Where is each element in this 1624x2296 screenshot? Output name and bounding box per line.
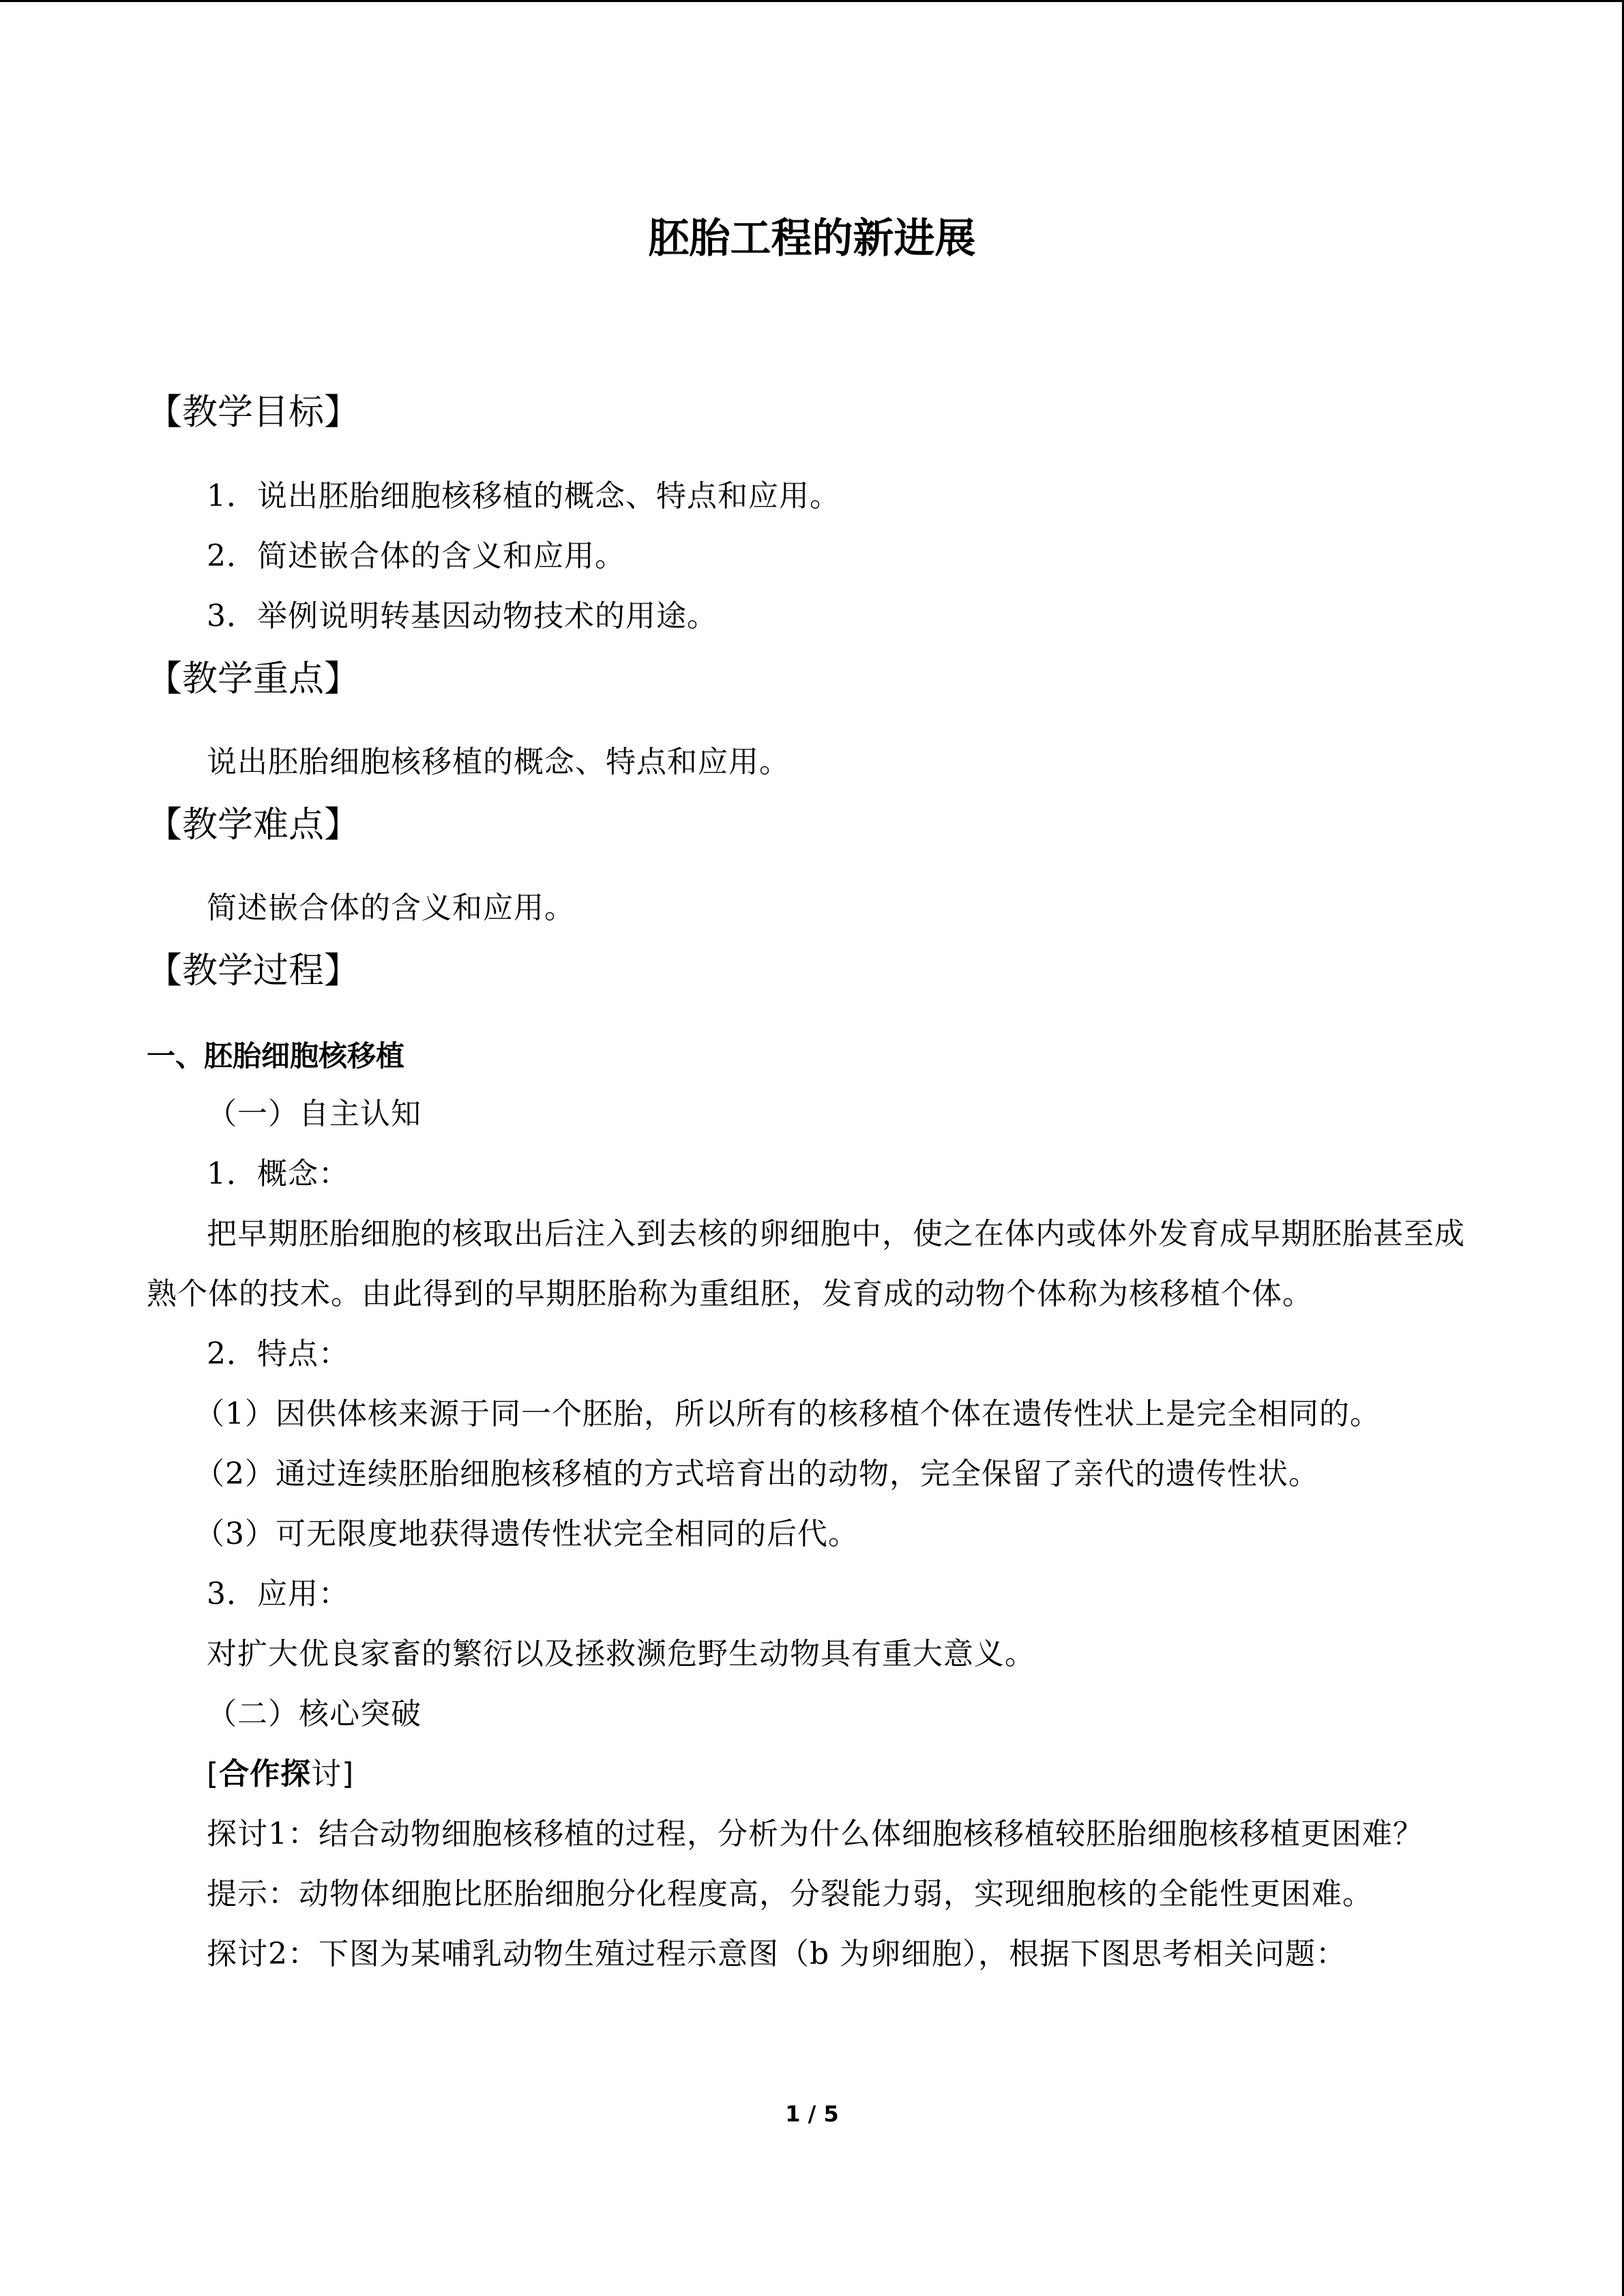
- cooperate-rest: 讨]: [311, 1757, 355, 1791]
- part1-heading-block: [147, 1036, 1470, 1077]
- difficulties-body: [147, 878, 1470, 938]
- feature-item: （3）可无限度地获得遗传性状完全相同的后代。: [194, 1517, 859, 1551]
- concept-text: 把早期胚胎细胞的核取出后注入到去核的卵细胞中，使之在体内或体外发育成早期胚胎甚至成熟个体的技术。由此得到的早期胚胎称为重组胚，发育成的动物个体称为核移植个体。: [147, 1217, 1465, 1311]
- objectives-section: [147, 389, 1470, 436]
- discussion-1: 探讨1：结合动物细胞核移植的过程，分析为什么体细胞核移植较胚胎细胞核移植更困难？: [207, 1817, 1423, 1851]
- difficulties-section: [147, 801, 1470, 849]
- feature-item: （1）因供体核来源于同一个胚胎，所以所有的核移植个体在遗传性状上是完全相同的。: [194, 1397, 1381, 1431]
- key-points-body: [147, 732, 1470, 792]
- hint-1: 提示：动物体细胞比胚胎细胞分化程度高，分裂能力弱，实现细胞核的全能性更困难。: [207, 1877, 1373, 1911]
- key-points-heading: 【教学重点】: [147, 659, 360, 700]
- cooperate-label: [147, 1744, 1470, 1804]
- discussion-2: 探讨2：下图为某哺乳动物生殖过程示意图（b 为卵细胞），根据下图思考相关问题：: [207, 1937, 1347, 1971]
- subsection-label: （二）核心突破: [207, 1697, 422, 1731]
- part1-body: [147, 1084, 1470, 1984]
- difficulties-text: 简述嵌合体的含义和应用。: [207, 891, 575, 925]
- features-label: 2．特点：: [207, 1337, 349, 1371]
- cooperate-bold: 合作探: [219, 1757, 312, 1791]
- difficulties-heading: 【教学难点】: [147, 805, 360, 846]
- objective-item: 3．举例说明转基因动物技术的用途。: [207, 599, 718, 633]
- page-number: 1 / 5: [785, 2101, 839, 2127]
- objectives-list: [147, 466, 1470, 646]
- part1-heading: 一、胚胎细胞核移植: [147, 1039, 405, 1073]
- page-border-top: [0, 0, 1624, 2]
- objective-item: 1．说出胚胎细胞核移植的概念、特点和应用。: [207, 479, 840, 513]
- key-points-text: 说出胚胎细胞核移植的概念、特点和应用。: [207, 745, 790, 779]
- document-title: 胚胎工程的新进展: [648, 215, 976, 263]
- application-label: 3．应用：: [207, 1577, 349, 1611]
- subsection-label: （一）自主认知: [207, 1097, 422, 1131]
- application-text: 对扩大优良家畜的繁衍以及拯救濒危野生动物具有重大意义。: [207, 1637, 1035, 1671]
- process-heading: 【教学过程】: [147, 951, 360, 992]
- key-points-section: [147, 655, 1470, 703]
- process-section: [147, 947, 1470, 995]
- concept-label: 1．概念：: [207, 1157, 349, 1191]
- cooperate-open: [: [207, 1757, 220, 1791]
- objective-item: 2．简述嵌合体的含义和应用。: [207, 539, 625, 573]
- feature-item: （2）通过连续胚胎细胞核移植的方式培育出的动物，完全保留了亲代的遗传性状。: [194, 1457, 1319, 1491]
- objectives-heading: 【教学目标】: [147, 392, 360, 433]
